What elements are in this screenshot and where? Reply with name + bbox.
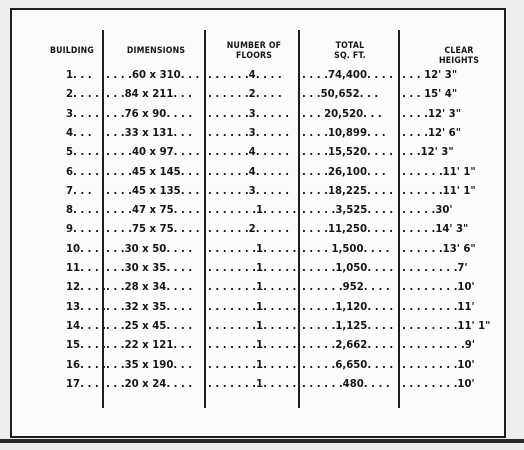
header-dimensions [116,46,197,56]
cell-floors: . . . . . . .1. . . . . [208,241,297,255]
table-row [0,184,524,202]
cell-clear-height: . . .12' 3" [402,145,454,159]
cell-building: 9. . . . [66,222,99,236]
table-row [0,68,524,86]
cell-building: 11. . . [66,261,99,274]
cell-floors: . . . . . . .1. . . . . [208,357,297,371]
table-row [0,319,524,337]
cell-total-sqft: . . . . . .952. . . . [302,280,390,294]
cell-dimensions: . . .33 x 131. . . [106,125,192,139]
cell-floors: . . . . . . .1. . . . . [208,261,297,274]
cell-floors: . . . . . .4. . . . . [208,145,290,159]
header-floors-line2: FLOORS [235,51,273,61]
cell-dimensions: . . . .60 x 310. . . [106,68,200,81]
cell-building: 8. . . . [66,203,99,217]
table-row [0,145,524,163]
cell-total-sqft: . . .50,652. . . [302,87,379,101]
cell-floors: . . . . . .3. . . . . [208,183,290,197]
cell-dimensions: . . .32 x 35. . . . [106,299,193,313]
cell-total-sqft: . . . .26,100. . . [302,164,386,178]
header-clear-heights [423,46,495,66]
cell-floors: . . . . . .2. . . . . [208,222,290,236]
cell-clear-height: . . . . . . . .10' [402,357,475,371]
cell-clear-height: . . . .12' 6" [402,125,461,139]
cell-floors: . . . . . .3. . . . . [208,125,290,139]
page-bottom-edge [0,439,524,443]
cell-building: 4. . . [66,125,92,139]
cell-clear-height: . . . . . . . . .9' [402,338,475,352]
table-row [0,261,524,279]
cell-floors: . . . . . . .1. . . . . [208,280,297,294]
cell-floors: . . . . . .3. . . . . [208,106,290,120]
cell-dimensions: . . .76 x 90. . . . [106,106,193,120]
cell-total-sqft: . . . . .3,525. . . . [302,203,394,217]
cell-dimensions: . . .20 x 24. . . . [106,376,193,390]
cell-building: 2. . . . [66,87,99,101]
cell-total-sqft: . . . . 1,500. . . . [302,241,390,255]
cell-building: 6. . . . [66,164,99,178]
cell-building: 5. . . . [66,145,99,159]
cell-clear-height: . . . . . .13' 6" [402,241,476,255]
cell-floors: . . . . . . .1. . . . . [208,376,297,390]
cell-building: 17. . . [66,376,99,390]
cell-floors: . . . . . .4. . . . [208,68,282,81]
table-row [0,300,524,318]
cell-total-sqft: . . . . .1,125. . . . [302,318,394,332]
cell-floors: . . . . . . .1. . . . . [208,338,297,352]
cell-clear-height: . . . . . . . .10' [402,280,475,294]
cell-clear-height: . . . . . . . .11' 1" [402,318,491,332]
cell-total-sqft: . . . . .6,650. . . . [302,357,394,371]
table-row [0,338,524,356]
header-sqft-line2: SQ. FT. [334,51,366,61]
cell-building: 15. . . . [66,338,107,352]
cell-total-sqft: . . . . .2,662. . . . [302,338,394,352]
cell-total-sqft: . . . .15,520. . . . [302,145,393,159]
cell-clear-height: . . . 12' 3" [402,68,458,81]
cell-clear-height: . . . . . . . .11' [402,299,475,313]
cell-dimensions: . . .22 x 121. . . [106,338,192,352]
cell-total-sqft: . . . .10,899. . . [302,125,386,139]
cell-dimensions: . . .28 x 34. . . . [106,280,193,294]
table-row [0,203,524,221]
cell-dimensions: . . . .45 x 135. . . [106,183,200,197]
cell-clear-height: . . . . . .11' 1" [402,183,476,197]
cell-building: 14. . . . [66,318,107,332]
header-building-label: BUILDING [49,46,95,56]
cell-clear-height: . . . . .30' [402,203,453,217]
cell-clear-height: . . . . .14' 3" [402,222,469,236]
cell-floors: . . . . . . .1. . . . . [208,318,297,332]
header-dimensions-label: DIMENSIONS [126,46,186,56]
header-clear-line1: CLEAR [444,46,474,56]
cell-clear-height: . . . . . .11' 1" [402,164,476,178]
header-sqft-line1: TOTAL [335,41,365,51]
table-row [0,126,524,144]
cell-building: 7. . . [66,183,92,197]
cell-building: 3. . . . [66,106,99,120]
table-row [0,165,524,183]
cell-dimensions: . . .35 x 190. . . [106,357,192,371]
cell-total-sqft: . . . 20,520. . . [302,106,382,120]
cell-clear-height: . . . 15' 4" [402,87,458,101]
cell-dimensions: . . .25 x 45. . . . [106,318,193,332]
cell-dimensions: . . .84 x 211. . . [106,87,192,101]
header-floors-line1: NUMBER OF [226,41,282,51]
cell-building: 16. . . . [66,357,107,371]
header-total-sqft [311,41,388,61]
table-row [0,280,524,298]
header-floors [215,41,292,61]
cell-dimensions: . . . .45 x 145. . . [106,164,200,178]
cell-total-sqft: . . . .11,250. . . . [302,222,393,236]
table-row [0,242,524,260]
cell-dimensions: . . .30 x 50. . . . [106,241,193,255]
cell-total-sqft: . . . .74,400. . . . [302,68,393,81]
cell-total-sqft: . . . . . .480. . . . [302,376,390,390]
table-row [0,358,524,376]
cell-dimensions: . . . .47 x 75. . . . [106,203,200,217]
cell-building: 12. . . . [66,280,107,294]
cell-dimensions: . . .30 x 35. . . . [106,261,193,274]
table-row [0,87,524,105]
cell-clear-height: . . . .12' 3" [402,106,461,120]
cell-floors: . . . . . .2. . . . [208,87,282,101]
cell-total-sqft: . . . .18,225. . . . [302,183,393,197]
table-row [0,107,524,125]
header-building [43,46,102,56]
cell-building: 10. . . [66,241,99,255]
header-clear-line2: HEIGHTS [438,56,480,66]
cell-clear-height: . . . . . . . .10' [402,376,475,390]
table-row [0,222,524,240]
cell-floors: . . . . . .4. . . . . [208,164,290,178]
cell-total-sqft: . . . . .1,050. . . . [302,261,394,274]
cell-floors: . . . . . . .1. . . . . [208,203,297,217]
cell-building: 1. . . [66,68,92,81]
cell-clear-height: . . . . . . . .7' [402,261,468,274]
cell-dimensions: . . . .40 x 97. . . . [106,145,200,159]
cell-floors: . . . . . . .1. . . . . [208,299,297,313]
table-row [0,377,524,395]
cell-total-sqft: . . . . .1,120. . . . [302,299,394,313]
cell-dimensions: . . . .75 x 75. . . . [106,222,200,236]
cell-building: 13. . . . [66,299,107,313]
